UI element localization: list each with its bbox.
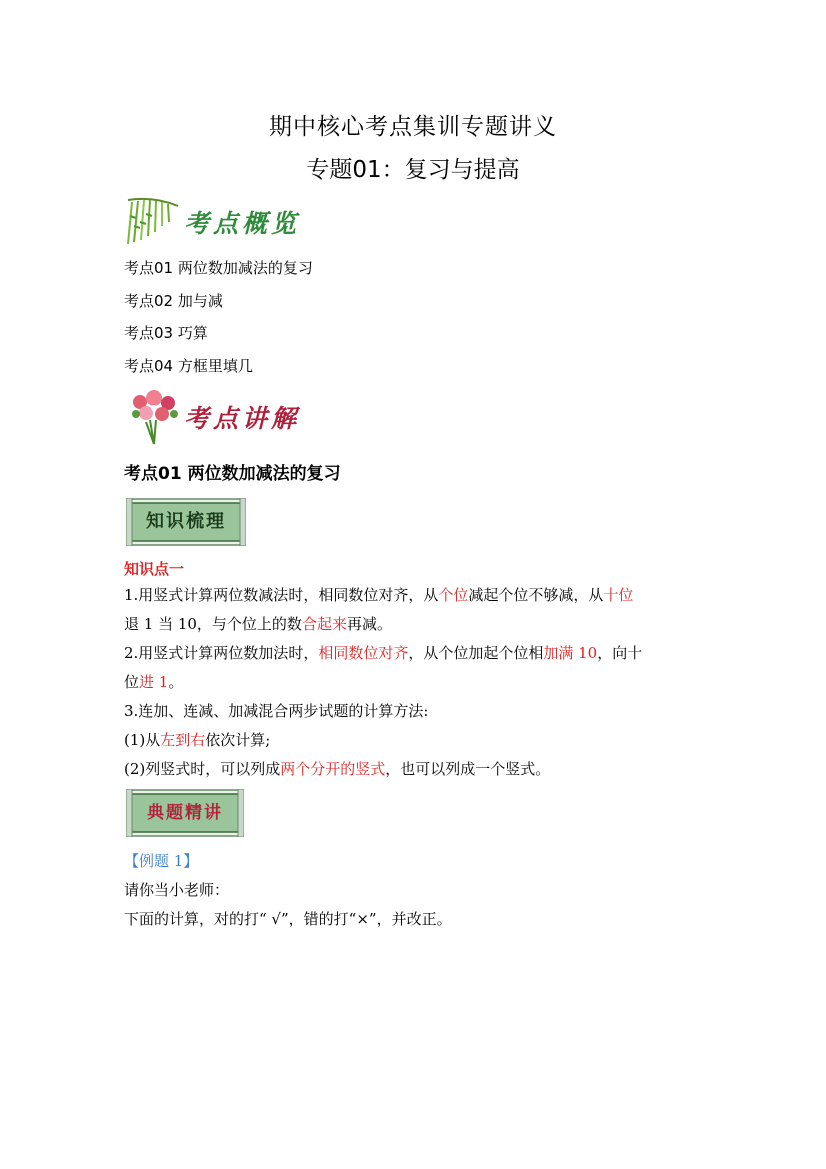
example-line-1: 请你当小老师：	[124, 881, 230, 899]
p5-text-b: ，也可以列成一个竖式。	[385, 760, 551, 778]
overview-banner-text: 考点概览	[184, 209, 301, 238]
overview-banner	[124, 196, 300, 248]
p1b-text-a: 退 1 当 10，与个位上的数	[124, 615, 302, 633]
p1b-highlight: 合起来	[301, 615, 347, 633]
knowledge-paragraph-1	[124, 581, 714, 610]
flower-bouquet-icon	[128, 388, 180, 446]
p4-highlight: 左到右	[160, 731, 206, 749]
document-subtitle: 专题01：复习与提高	[306, 157, 520, 183]
knowledge-paragraph-2b	[124, 668, 714, 697]
p4-text-a: (1)从	[124, 731, 161, 749]
p2b-highlight: 进 1	[139, 673, 169, 691]
example-line-2: 下面的计算，对的打“ √”，错的打“×”，并改正。	[124, 910, 452, 928]
example-box	[126, 789, 244, 837]
explain-banner-text: 考点讲解	[184, 404, 301, 433]
knowledge-paragraph-3: 3.连加、连减、加减混合两步试题的计算方法:	[124, 702, 429, 720]
p4-text-b: 依次计算;	[205, 731, 271, 749]
section-title: 考点01 两位数加减法的复习	[124, 464, 341, 484]
example-label: 【例题 1】	[124, 852, 199, 870]
p1-highlight-a: 个位	[438, 586, 469, 604]
knowledge-paragraph-1b	[124, 610, 714, 639]
willow-icon	[124, 196, 182, 248]
knowledge-box-label: 知识梳理	[146, 511, 226, 532]
knowledge-box	[126, 498, 246, 546]
toc-item-1: 考点01 两位数加减法的复习	[124, 259, 313, 277]
toc-item-3: 考点03 巧算	[124, 324, 208, 342]
toc-item-2: 考点02 加与减	[124, 292, 223, 310]
p5-text-a: (2)列竖式时，可以列成	[124, 760, 281, 778]
knowledge-paragraph-5	[124, 755, 714, 784]
p1-text-b: 减起个位不够减，从	[468, 586, 604, 604]
p2-highlight-a: 相同数位对齐	[318, 644, 409, 662]
p2-text-c: ，向十	[597, 644, 643, 662]
p1-text-a: 1.用竖式计算两位数减法时，相同数位对齐，从	[124, 586, 439, 604]
p1-highlight-b: 十位	[603, 586, 634, 604]
p5-highlight: 两个分开的竖式	[280, 760, 386, 778]
p2b-text-a: 位	[124, 673, 140, 691]
p2b-text-b: 。	[168, 673, 184, 691]
explain-banner	[128, 388, 300, 446]
example-box-label: 典题精讲	[147, 803, 223, 823]
p2-text-a: 2.用竖式计算两位数加法时，	[124, 644, 319, 662]
p1b-text-b: 再减。	[346, 615, 392, 633]
knowledge-paragraph-2	[124, 639, 714, 668]
p2-highlight-b: 加满 10	[543, 644, 598, 662]
toc-item-4: 考点04 方框里填几	[124, 357, 253, 375]
knowledge-point-title: 知识点一	[124, 560, 185, 578]
document-title: 期中核心考点集训专题讲义	[269, 114, 557, 140]
knowledge-paragraph-4	[124, 726, 714, 755]
p2-text-b: ，从个位加起个位相	[408, 644, 544, 662]
